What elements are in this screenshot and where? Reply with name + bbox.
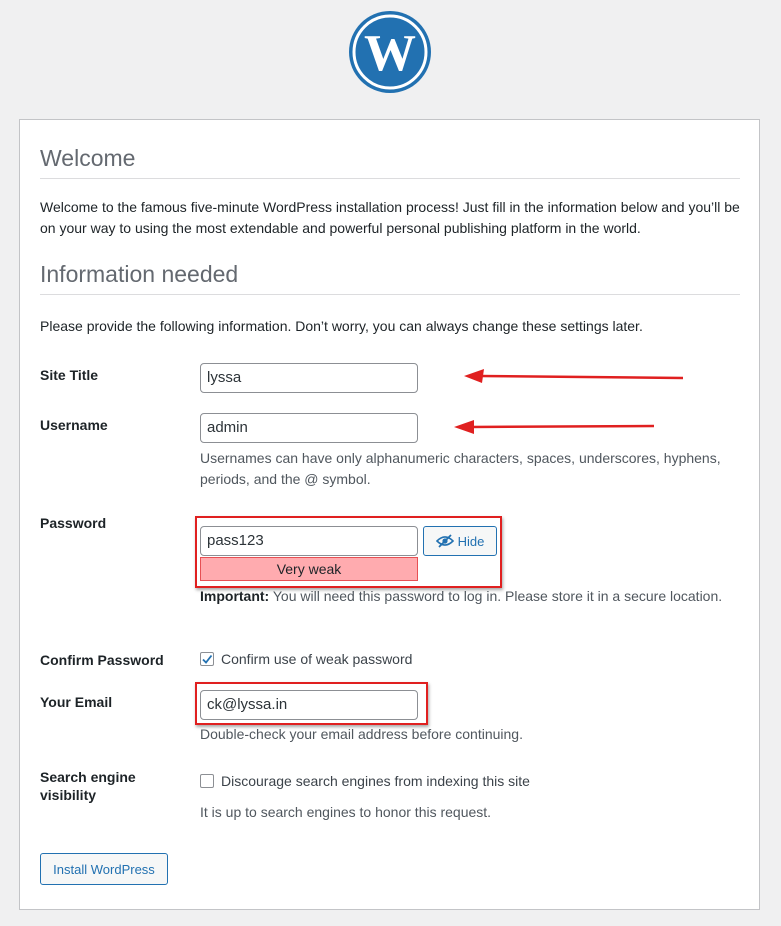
email-label: Your Email	[40, 694, 113, 710]
install-wordpress-button[interactable]: Install WordPress	[40, 853, 168, 885]
search-visibility-description: It is up to search engines to honor this request.	[200, 804, 492, 820]
email-input[interactable]: ck@lyssa.in	[200, 690, 418, 720]
wordpress-logo-icon	[348, 10, 432, 94]
discourage-search-checkbox[interactable]	[200, 774, 214, 788]
email-annotation-box	[195, 682, 428, 725]
confirm-password-label: Confirm Password	[40, 652, 164, 668]
password-input[interactable]: pass123	[200, 526, 418, 556]
setup-card	[19, 119, 760, 910]
confirm-weak-password-checkbox[interactable]	[200, 652, 214, 666]
search-visibility-label-line1: Search engine	[40, 769, 136, 785]
email-description: Double-check your email address before continuing.	[200, 726, 523, 742]
username-input[interactable]: admin	[200, 413, 418, 443]
information-needed-heading: Information needed	[40, 261, 740, 295]
svg-text:W: W	[364, 25, 416, 82]
confirm-weak-password-label[interactable]: Confirm use of weak password	[221, 651, 413, 667]
discourage-search-row	[200, 773, 530, 789]
discourage-search-label[interactable]: Discourage search engines from indexing this site	[221, 773, 530, 789]
hide-password-label: Hide	[457, 533, 485, 549]
checkmark-icon	[201, 653, 213, 665]
important-label: Important:	[200, 588, 270, 604]
password-label: Password	[40, 515, 107, 531]
username-label: Username	[40, 417, 108, 433]
important-text: You will need this password to log in. Please store it in a secure location.	[269, 588, 723, 604]
site-title-label: Site Title	[40, 367, 99, 383]
info-text: Please provide the following information. Don’t worry, you can always change these settings later.	[40, 318, 643, 334]
intro-text: Welcome to the famous five-minute WordPress installation process! Just fill in the information below and you’ll be on your way to using the most extendable and powerful personal publishing platform in the world.	[40, 199, 740, 236]
username-description: Usernames can have only alphanumeric characters, spaces, underscores, hyphens, periods, and the @ symbol.	[200, 450, 721, 487]
password-annotation-box	[195, 516, 502, 588]
password-important-note	[200, 586, 740, 607]
password-strength-meter: Very weak	[200, 557, 418, 581]
search-visibility-label	[40, 768, 136, 804]
site-title-input[interactable]: lyssa	[200, 363, 418, 393]
welcome-heading: Welcome	[40, 145, 740, 179]
confirm-weak-password-row	[200, 651, 412, 667]
search-visibility-label-line2: visibility	[40, 787, 97, 803]
